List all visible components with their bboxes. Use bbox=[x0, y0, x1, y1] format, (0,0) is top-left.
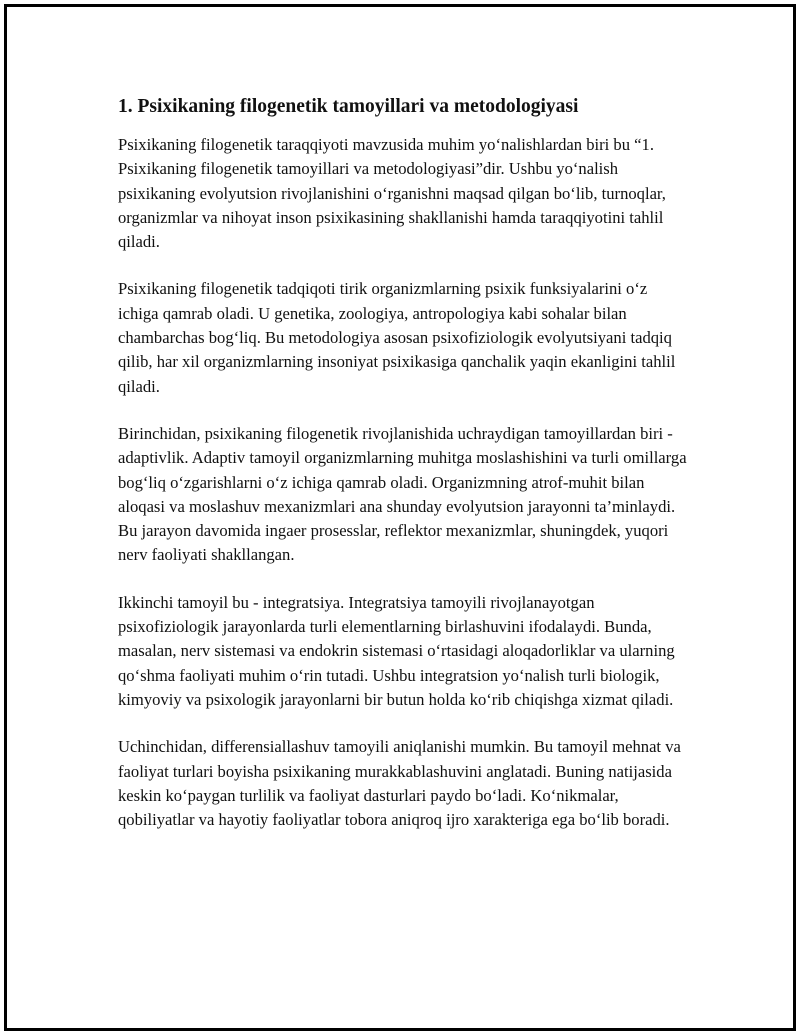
document-title: 1. Psixikaning filogenetik tamoyillari va metodologiyasi bbox=[118, 96, 579, 117]
document-body bbox=[118, 92, 690, 855]
paragraph-research: Psixikaning filogenetik tadqiqoti tirik organizmlarning psixik funksiyalarini o‘z ichiga qamrab oladi. U genetika, zoologiya, antropologiya kabi sohalar bilan chambarchas bog‘liq. Bu metodologiya asosan psixofiziologik evolyutsiyani tadqiq qilib, har xil organizmlarning insoniyat psixikasiga qanchalik yaqin ekanligini tahlil qiladi. bbox=[118, 279, 676, 396]
paragraph-adaptivity: Birinchidan, psixikaning filogenetik rivojlanishida uchraydigan tamoyillardan biri - adaptivlik. Adaptiv tamoyil organizmlarning muhitga moslashishini va turli omillarga bog‘liq o‘zgarishlarni o‘z ichiga qamrab oladi. Organizmning atrof-muhit bilan aloqasi va moslashuv mexanizmlari ana shunday evolyutsion jarayonni ta’minlaydi. Bu jarayon davomida ingaer prosesslar, reflektor mexanizmlar, shuningdek, yuqori nerv faoliyati shakllangan. bbox=[118, 423, 687, 565]
paragraph-differentiation: Uchinchidan, differensiallashuv tamoyili aniqlanishi mumkin. Bu tamoyil mehnat va faoliyat turlari boyisha psixikaning murakkablashuvini anglatadi. Buning natijasida keskin ko‘paygan turlilik va faoliyat dasturlari paydo bo‘ladi. Ko‘nikmalar, qobiliyatlar va hayotiy faoliyatlar tobora aniqroq ijro xarakteriga ega bo‘lib boradi. bbox=[118, 737, 681, 830]
paragraph-intro: Psixikaning filogenetik taraqqiyoti mavzusida muhim yo‘nalishlardan biri bu “1. Psixikaning filogenetik tamoyillari va metodologiyasi”dir. Ushbu yo‘nalish psixikaning evolyutsion rivojlanishini o‘rganishni maqsad qilgan bo‘lib, turnoqlar, organizmlar va nihoyat inson psixikasining shakllanishi hamda taraqqiyotini tahlil qiladi. bbox=[118, 135, 666, 252]
paragraph-integration: Ikkinchi tamoyil bu - integratsiya. Integratsiya tamoyili rivojlanayotgan psixofiziologik jarayonlarda turli elementlarning birlashuvini ifodalaydi. Bunda, masalan, nerv sistemasi va endokrin sistemasi o‘rtasidagi aloqadorliklar va ularning qo‘shma faoliyati muhim o‘rin tutadi. Ushbu integratsion yo‘nalish turli biologik, kimyoviy va psixologik jarayonlarni bir butun holda ko‘rib chiqishga xizmat qiladi. bbox=[118, 592, 675, 709]
